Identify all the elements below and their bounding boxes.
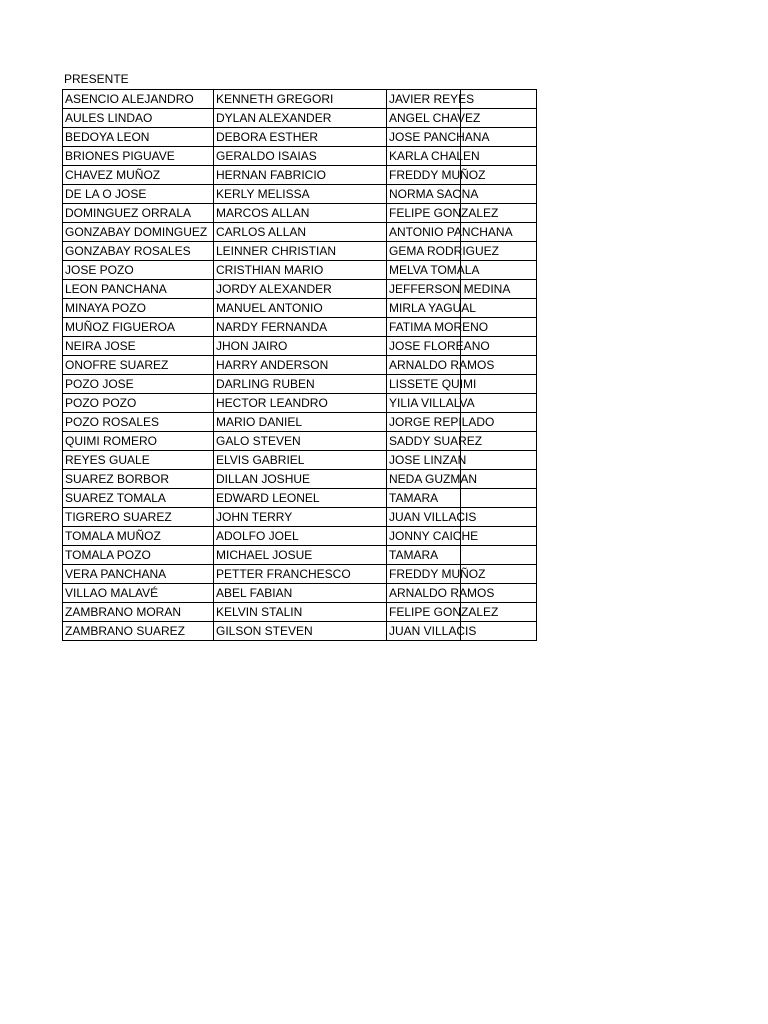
representative-name: ARNALDO RAMOS	[389, 586, 495, 600]
representative-cell[interactable]	[387, 299, 476, 318]
table-row	[63, 432, 537, 451]
surname-cell[interactable]: GONZABAY ROSALES	[63, 242, 214, 261]
roster-body	[63, 90, 537, 641]
surname-cell[interactable]: VERA PANCHANA	[63, 565, 214, 584]
representative-cell[interactable]	[387, 223, 513, 242]
representative-cell[interactable]	[387, 242, 500, 261]
given-name-cell[interactable]: DARLING RUBEN	[214, 375, 387, 394]
table-row	[63, 489, 537, 508]
representative-name: TAMARA	[389, 548, 439, 562]
table-row	[63, 413, 537, 432]
representative-name: FELIPE GONZALEZ	[389, 605, 499, 619]
representative-name: MELVA TOMALA	[389, 263, 480, 277]
representative-name: ARNALDO RAMOS	[389, 358, 495, 372]
surname-cell[interactable]: TOMALA POZO	[63, 546, 214, 565]
table-row	[63, 299, 537, 318]
representative-cell[interactable]	[387, 280, 511, 299]
representative-name: FREDDY MUÑOZ	[389, 168, 486, 182]
given-name-cell[interactable]: HARRY ANDERSON	[214, 356, 387, 375]
representative-name: NORMA SAONA	[389, 187, 479, 201]
surname-cell[interactable]: CHAVEZ MUÑOZ	[63, 166, 214, 185]
representative-cell[interactable]	[387, 90, 475, 109]
table-row	[63, 109, 537, 128]
table-row	[63, 261, 537, 280]
given-name-cell[interactable]: LEINNER CHRISTIAN	[214, 242, 387, 261]
surname-cell[interactable]: BEDOYA LEON	[63, 128, 214, 147]
representative-name: JOSE FLOREANO	[389, 339, 490, 353]
given-name-cell[interactable]: GALO STEVEN	[214, 432, 387, 451]
table-row	[63, 90, 537, 109]
given-name-cell[interactable]: JOHN TERRY	[214, 508, 387, 527]
representative-name: FELIPE GONZALEZ	[389, 206, 499, 220]
given-name-cell[interactable]: MARIO DANIEL	[214, 413, 387, 432]
given-name-cell[interactable]: KENNETH GREGORI	[214, 90, 387, 109]
given-name-cell[interactable]: ABEL FABIAN	[214, 584, 387, 603]
representative-name: JAVIER REYES	[389, 92, 475, 106]
given-name-cell[interactable]: DEBORA ESTHER	[214, 128, 387, 147]
given-name-cell[interactable]: PETTER FRANCHESCO	[214, 565, 387, 584]
given-name-cell[interactable]: KERLY MELISSA	[214, 185, 387, 204]
table-row	[63, 242, 537, 261]
surname-cell[interactable]: ONOFRE SUAREZ	[63, 356, 214, 375]
table-row	[63, 622, 537, 641]
surname-cell[interactable]: VILLAO MALAVÉ	[63, 584, 214, 603]
table-row	[63, 603, 537, 622]
given-name-cell[interactable]: NARDY FERNANDA	[214, 318, 387, 337]
surname-cell[interactable]: REYES GUALE	[63, 451, 214, 470]
surname-cell[interactable]: POZO ROSALES	[63, 413, 214, 432]
representative-name: JEFFERSON MEDINA	[389, 282, 511, 296]
given-name-cell[interactable]: MICHAEL JOSUE	[214, 546, 387, 565]
surname-cell[interactable]: JOSE POZO	[63, 261, 214, 280]
representative-cell[interactable]	[387, 128, 490, 147]
representative-cell[interactable]	[387, 546, 461, 565]
table-row	[63, 166, 537, 185]
given-name-cell[interactable]: MARCOS ALLAN	[214, 204, 387, 223]
table-row	[63, 128, 537, 147]
representative-cell[interactable]	[387, 185, 479, 204]
representative-cell[interactable]	[387, 622, 477, 641]
representative-cell[interactable]	[387, 527, 479, 546]
representative-name: JUAN VILLACIS	[389, 510, 477, 524]
given-name-cell[interactable]: CRISTHIAN MARIO	[214, 261, 387, 280]
surname-cell[interactable]: POZO JOSE	[63, 375, 214, 394]
table-row	[63, 451, 537, 470]
table-row	[63, 565, 537, 584]
representative-cell[interactable]	[387, 204, 499, 223]
surname-cell[interactable]: BRIONES PIGUAVE	[63, 147, 214, 166]
representative-cell[interactable]	[387, 318, 489, 337]
surname-cell[interactable]: QUIMI ROMERO	[63, 432, 214, 451]
table-row	[63, 375, 537, 394]
representative-name: NEDA GUZMAN	[389, 472, 478, 486]
table-row	[63, 508, 537, 527]
representative-name: FREDDY MUÑOZ	[389, 567, 486, 581]
table-row	[63, 223, 537, 242]
representative-name: JOSE PANCHANA	[389, 130, 490, 144]
given-name-cell[interactable]: ADOLFO JOEL	[214, 527, 387, 546]
surname-cell[interactable]: ZAMBRANO MORAN	[63, 603, 214, 622]
given-name-cell[interactable]: JORDY ALEXANDER	[214, 280, 387, 299]
table-row	[63, 470, 537, 489]
representative-cell[interactable]	[387, 489, 461, 508]
representative-cell[interactable]	[387, 584, 495, 603]
table-row	[63, 356, 537, 375]
given-name-cell[interactable]: EDWARD LEONEL	[214, 489, 387, 508]
empty-cell[interactable]	[461, 489, 537, 508]
representative-cell[interactable]	[387, 261, 480, 280]
representative-name: JUAN VILLACIS	[389, 624, 477, 638]
representative-cell[interactable]	[387, 109, 481, 128]
representative-name: FATIMA MORENO	[389, 320, 489, 334]
surname-cell[interactable]: GONZABAY DOMINGUEZ	[63, 223, 214, 242]
surname-cell[interactable]: SUAREZ TOMALA	[63, 489, 214, 508]
given-name-cell[interactable]: DYLAN ALEXANDER	[214, 109, 387, 128]
table-row	[63, 337, 537, 356]
surname-cell[interactable]: TOMALA MUÑOZ	[63, 527, 214, 546]
given-name-cell[interactable]: GILSON STEVEN	[214, 622, 387, 641]
given-name-cell[interactable]: DILLAN JOSHUE	[214, 470, 387, 489]
given-name-cell[interactable]: HECTOR LEANDRO	[214, 394, 387, 413]
representative-cell[interactable]	[387, 432, 483, 451]
representative-cell[interactable]	[387, 337, 490, 356]
representative-name: JONNY CAICHE	[389, 529, 479, 543]
table-row	[63, 584, 537, 603]
table-row	[63, 204, 537, 223]
surname-cell[interactable]: NEIRA JOSE	[63, 337, 214, 356]
given-name-cell[interactable]: JHON JAIRO	[214, 337, 387, 356]
representative-cell[interactable]	[387, 166, 486, 185]
surname-cell[interactable]: AULES LINDAO	[63, 109, 214, 128]
representative-cell[interactable]	[387, 147, 480, 166]
representative-cell[interactable]	[387, 375, 477, 394]
table-row	[63, 147, 537, 166]
representative-name: LISSETE QUIMI	[389, 377, 477, 391]
table-row	[63, 546, 537, 565]
representative-name: JOSE LINZAN	[389, 453, 467, 467]
representative-cell[interactable]	[387, 470, 478, 489]
representative-name: JORGE REPILADO	[389, 415, 495, 429]
table-row	[63, 527, 537, 546]
surname-cell[interactable]: POZO POZO	[63, 394, 214, 413]
table-row	[63, 318, 537, 337]
surname-cell[interactable]: SUAREZ BORBOR	[63, 470, 214, 489]
given-name-cell[interactable]: CARLOS ALLAN	[214, 223, 387, 242]
sheet-title: PRESENTE	[64, 72, 129, 86]
empty-cell[interactable]	[461, 546, 537, 565]
surname-cell[interactable]: DOMINGUEZ ORRALA	[63, 204, 214, 223]
table-row	[63, 394, 537, 413]
table-row	[63, 280, 537, 299]
representative-cell[interactable]	[387, 451, 467, 470]
surname-cell[interactable]: MUÑOZ FIGUEROA	[63, 318, 214, 337]
representative-cell[interactable]	[387, 603, 499, 622]
representative-cell[interactable]	[387, 413, 495, 432]
representative-cell[interactable]	[387, 394, 475, 413]
representative-name: MIRLA YAGUAL	[389, 301, 476, 315]
roster-table	[62, 89, 537, 641]
given-name-cell[interactable]: GERALDO ISAIAS	[214, 147, 387, 166]
representative-name: GEMA RODRIGUEZ	[389, 244, 500, 258]
representative-name: ANGEL CHAVEZ	[389, 111, 481, 125]
representative-name: KARLA CHALEN	[389, 149, 480, 163]
representative-name: SADDY SUAREZ	[389, 434, 483, 448]
given-name-cell[interactable]: MANUEL ANTONIO	[214, 299, 387, 318]
surname-cell[interactable]: ASENCIO ALEJANDRO	[63, 90, 214, 109]
given-name-cell[interactable]: HERNAN FABRICIO	[214, 166, 387, 185]
surname-cell[interactable]: DE LA O JOSE	[63, 185, 214, 204]
surname-cell[interactable]: ZAMBRANO SUAREZ	[63, 622, 214, 641]
representative-name: ANTONIO PANCHANA	[389, 225, 513, 239]
surname-cell[interactable]: MINAYA POZO	[63, 299, 214, 318]
representative-cell[interactable]	[387, 356, 495, 375]
representative-name: YILIA VILLALVA	[389, 396, 475, 410]
representative-cell[interactable]	[387, 565, 486, 584]
table-row	[63, 185, 537, 204]
representative-cell[interactable]	[387, 508, 477, 527]
representative-name: TAMARA	[389, 491, 439, 505]
given-name-cell[interactable]: KELVIN STALIN	[214, 603, 387, 622]
surname-cell[interactable]: TIGRERO SUAREZ	[63, 508, 214, 527]
empty-cell[interactable]	[461, 451, 537, 470]
surname-cell[interactable]: LEON PANCHANA	[63, 280, 214, 299]
given-name-cell[interactable]: ELVIS GABRIEL	[214, 451, 387, 470]
